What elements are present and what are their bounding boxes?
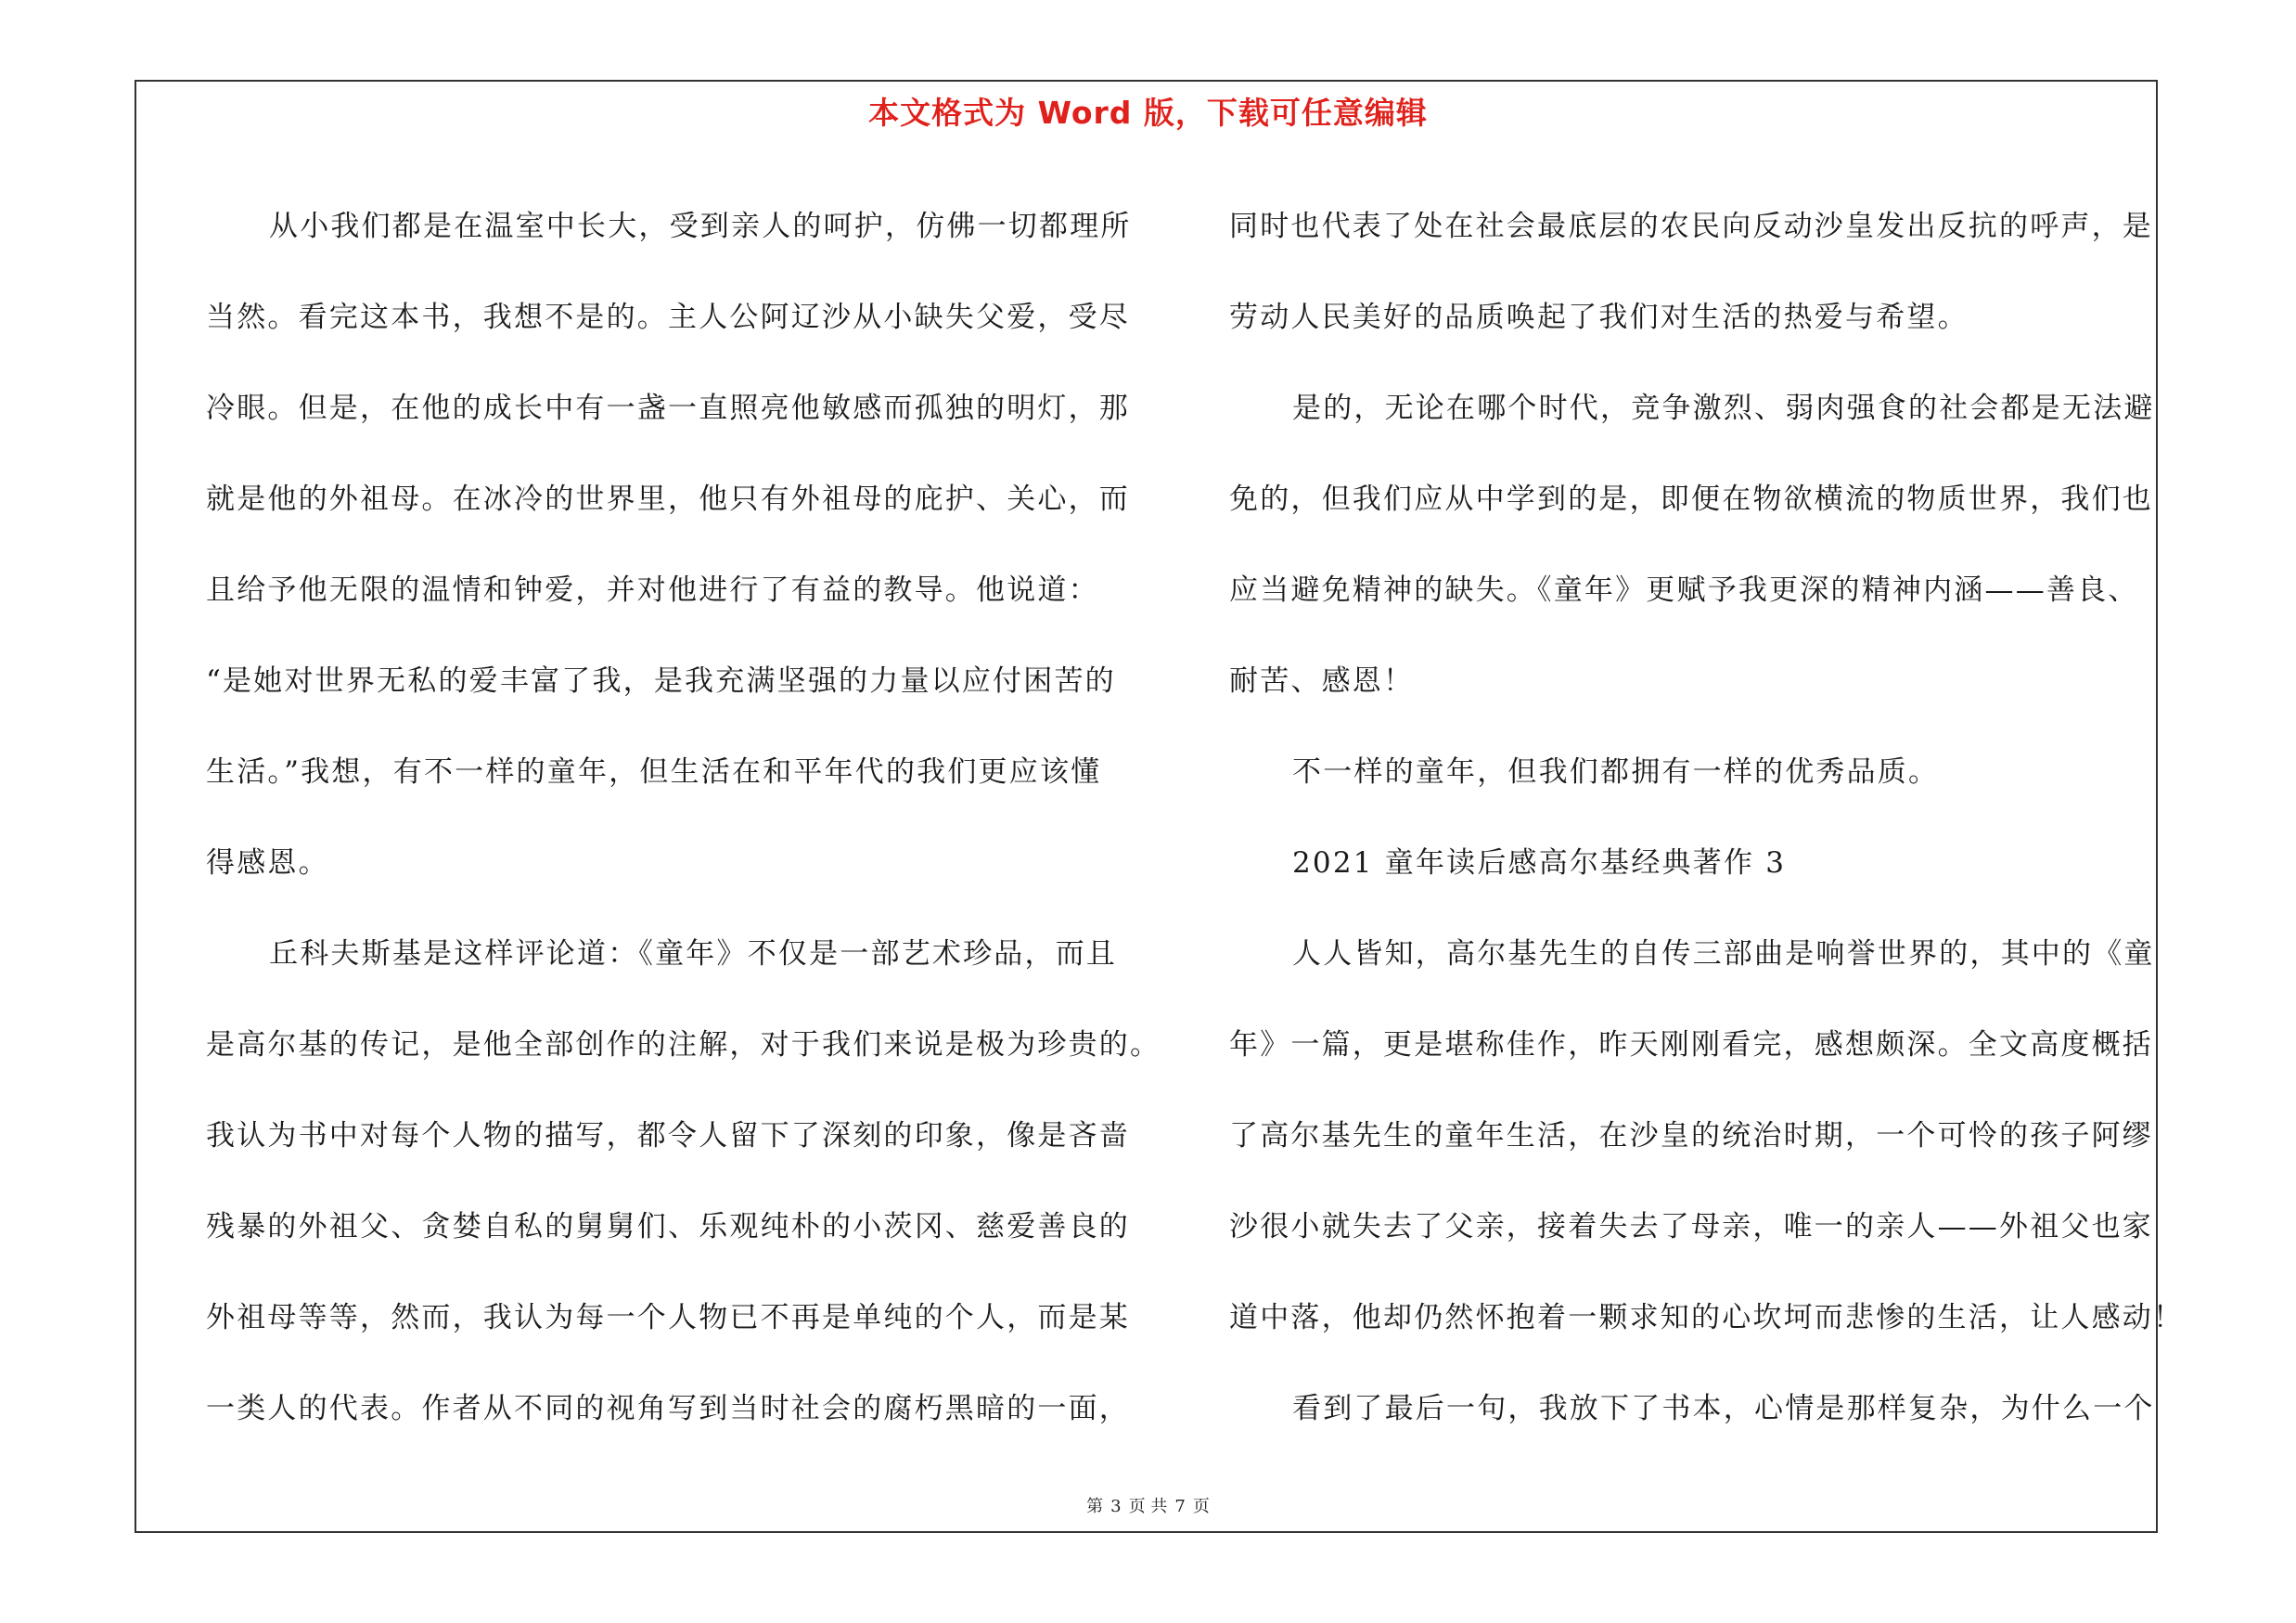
text-line: 沙很小就失去了父亲，接着失去了母亲，唯一的亲人——外祖父也家 (1229, 1210, 2153, 1243)
text-line: 生活。”我想，有不一样的童年，但生活在和平年代的我们更应该懂 (206, 755, 1102, 789)
page-footer (0, 1493, 2296, 1517)
text-line: 得感恩。 (206, 846, 329, 880)
footer-total-pages: 7 (1174, 1497, 1186, 1516)
text-line: 人人皆知，高尔基先生的自传三部曲是响誉世界的，其中的《童 (1292, 937, 2155, 971)
footer-page-number: 3 (1110, 1497, 1122, 1516)
text-line: 看到了最后一句，我放下了书本，心情是那样复杂，为什么一个 (1292, 1392, 2155, 1425)
text-line: 劳动人民美好的品质唤起了我们对生活的热爱与希望。 (1229, 301, 1969, 334)
text-line: 应当避免精神的缺失。《童年》更赋予我更深的精神内涵——善良、 (1229, 573, 2139, 607)
text-line: 残暴的外祖父、贪婪自私的舅舅们、乐观纯朴的小茨冈、慈爱善良的 (206, 1210, 1130, 1243)
text-line: 同时也代表了处在社会最底层的农民向反动沙皇发出反抗的呼声，是 (1229, 210, 2153, 243)
text-line: 外祖母等等，然而，我认为每一个人物已不再是单纯的个人，而是某 (206, 1301, 1130, 1334)
text-line: 道中落，他却仍然怀抱着一颗求知的心坎坷而悲惨的生活，让人感动！ (1229, 1301, 2185, 1334)
text-line: 就是他的外祖母。在冰冷的世界里，他只有外祖母的庇护、关心，而 (206, 483, 1130, 516)
footer-middle: 页 共 (1128, 1497, 1168, 1516)
text-line: 我认为书中对每个人物的描写，都令人留下了深刻的印象，像是吝啬 (206, 1119, 1130, 1153)
footer-prefix: 第 (1086, 1497, 1104, 1516)
text-line: 免的，但我们应从中学到的是，即便在物欲横流的物质世界，我们也 (1229, 483, 2153, 516)
text-line: 是的，无论在哪个时代，竞争激烈、弱肉强食的社会都是无法避 (1292, 392, 2155, 425)
text-line: 2021 童年读后感高尔基经典著作 3 (1292, 846, 1787, 880)
text-line: 且给予他无限的温情和钟爱，并对他进行了有益的教导。他说道： (206, 573, 1099, 607)
text-line: 是高尔基的传记，是他全部创作的注解，对于我们来说是极为珍贵的。 (206, 1028, 1161, 1062)
text-line: 年》一篇，更是堪称佳作，昨天刚刚看完，感想颇深。全文高度概括 (1229, 1028, 2153, 1062)
text-line: 当然。看完这本书，我想不是的。主人公阿辽沙从小缺失父爱，受尽 (206, 301, 1130, 334)
text-line: 冷眼。但是，在他的成长中有一盏一直照亮他敏感而孤独的明灯，那 (206, 392, 1130, 425)
text-line: 从小我们都是在温室中长大，受到亲人的呵护，仿佛一切都理所 (269, 210, 1132, 243)
header-banner: 本文格式为 Word 版，下载可任意编辑 (868, 95, 1428, 131)
text-line: 一类人的代表。作者从不同的视角写到当时社会的腐朽黑暗的一面， (206, 1392, 1130, 1425)
right-column (1229, 181, 2185, 1454)
text-line: 不一样的童年，但我们都拥有一样的优秀品质。 (1292, 755, 1940, 789)
text-line: 丘科夫斯基是这样评论道：《童年》不仅是一部艺术珍品，而且 (269, 937, 1118, 971)
text-line: 耐苦、感恩！ (1229, 664, 1415, 698)
text-line: 了高尔基先生的童年生活，在沙皇的统治时期，一个可怜的孩子阿缪 (1229, 1119, 2153, 1153)
left-column (206, 181, 1161, 1454)
text-line: “是她对世界无私的爱丰富了我，是我充满坚强的力量以应付困苦的 (206, 664, 1116, 698)
footer-suffix: 页 (1192, 1497, 1210, 1516)
